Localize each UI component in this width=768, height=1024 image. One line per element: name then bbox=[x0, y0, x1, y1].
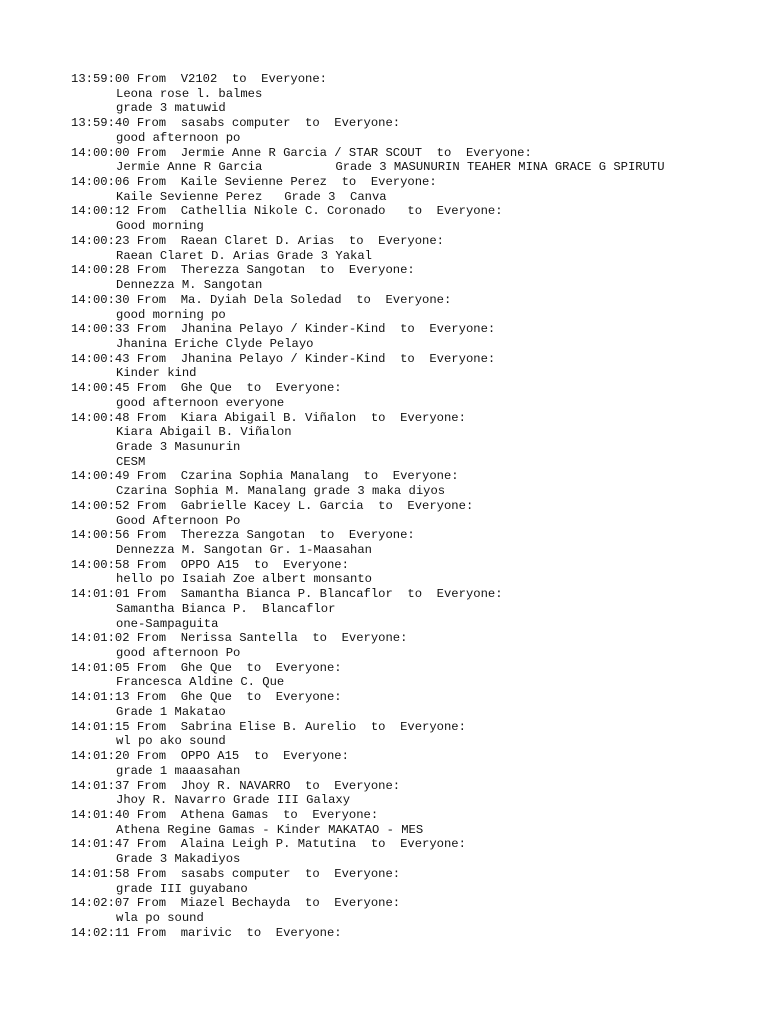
message-header: 14:01:13 From Ghe Que to Everyone: bbox=[71, 690, 342, 705]
chat-message bbox=[71, 499, 665, 528]
message-text: Dennezza M. Sangotan Gr. 1-Maasahan bbox=[116, 543, 372, 557]
message-header: 13:59:40 From sasabs computer to Everyone: bbox=[71, 116, 401, 131]
chat-message bbox=[71, 779, 665, 808]
message-header: 14:02:07 From Miazel Bechayda to Everyone: bbox=[71, 896, 401, 911]
message-header: 14:01:58 From sasabs computer to Everyone: bbox=[71, 866, 401, 881]
message-text: Jermie Anne R Garcia Grade 3 MASUNURIN TEAHER MINA GRACE G SPIRUTU bbox=[116, 160, 665, 175]
message-header: 14:00:12 From Cathellia Nikole C. Coronado to Everyone: bbox=[71, 204, 503, 219]
message-text: Dennezza M. Sangotan bbox=[116, 278, 263, 293]
chat-message bbox=[71, 72, 665, 116]
message-text: Good Afternoon Po bbox=[116, 513, 241, 528]
message-header: 14:00:58 From OPPO A15 to Everyone: bbox=[71, 557, 349, 572]
chat-message bbox=[71, 146, 665, 175]
message-header: 14:01:40 From Athena Gamas to Everyone: bbox=[71, 807, 379, 822]
message-header: 14:00:33 From Jhanina Pelayo / Kinder-Kind to Everyone: bbox=[71, 322, 496, 337]
message-text: grade III guyabano bbox=[116, 881, 248, 896]
chat-message bbox=[71, 381, 665, 410]
message-text: Grade 3 Makadiyos bbox=[116, 852, 241, 867]
message-text: Leona rose l. balmes bbox=[116, 86, 263, 101]
chat-message bbox=[71, 352, 665, 381]
chat-message bbox=[71, 528, 665, 557]
chat-message bbox=[71, 234, 665, 263]
message-header: 14:01:15 From Sabrina Elise B. Aurelio to Everyone: bbox=[71, 719, 466, 734]
message-text: wla po sound bbox=[116, 910, 204, 925]
message-header: 13:59:00 From V2102 to Everyone: bbox=[71, 72, 327, 86]
message-text: Raean Claret D. Arias Grade 3 Yakal bbox=[116, 248, 372, 263]
chat-message bbox=[71, 896, 665, 925]
message-header: 14:01:47 From Alaina Leigh P. Matutina to Everyone: bbox=[71, 837, 466, 852]
message-text: wl po ako sound bbox=[116, 734, 226, 749]
chat-message bbox=[71, 749, 665, 778]
message-header: 14:01:37 From Jhoy R. NAVARRO to Everyone: bbox=[71, 778, 401, 793]
message-text: good morning po bbox=[116, 307, 226, 322]
message-header: 14:00:06 From Kaile Sevienne Perez to Everyone: bbox=[71, 175, 437, 190]
chat-message bbox=[71, 926, 665, 941]
message-text: Good morning bbox=[116, 219, 204, 234]
chat-message bbox=[71, 322, 665, 351]
chat-message bbox=[71, 808, 665, 837]
message-header: 14:00:56 From Therezza Sangotan to Everyone: bbox=[71, 528, 415, 543]
message-text: Jhanina Eriche Clyde Pelayo bbox=[116, 336, 314, 351]
message-text: Jhoy R. Navarro Grade III Galaxy bbox=[116, 793, 351, 808]
message-header: 14:01:20 From OPPO A15 to Everyone: bbox=[71, 749, 349, 764]
message-header: 14:00:52 From Gabrielle Kacey L. Garcia to Everyone: bbox=[71, 498, 474, 513]
message-text: Kinder kind bbox=[116, 366, 197, 381]
message-text: CESM bbox=[116, 454, 146, 469]
message-text: Kaile Sevienne Perez Grade 3 Canva bbox=[116, 189, 387, 204]
message-header: 14:00:49 From Czarina Sophia Manalang to Everyone: bbox=[71, 469, 459, 484]
chat-message bbox=[71, 204, 665, 233]
message-header: 14:00:23 From Raean Claret D. Arias to Everyone: bbox=[71, 233, 444, 248]
message-text: Kiara Abigail B. Viñalon bbox=[116, 425, 292, 440]
message-header: 14:00:45 From Ghe Que to Everyone: bbox=[71, 381, 342, 396]
message-header: 14:00:43 From Jhanina Pelayo / Kinder-Kind to Everyone: bbox=[71, 351, 496, 366]
message-text: Grade 1 Makatao bbox=[116, 704, 226, 719]
chat-message bbox=[71, 837, 665, 866]
chat-message bbox=[71, 116, 665, 145]
chat-message bbox=[71, 263, 665, 292]
message-header: 14:00:48 From Kiara Abigail B. Viñalon to Everyone: bbox=[71, 410, 466, 425]
chat-message bbox=[71, 587, 665, 631]
message-text: good afternoon po bbox=[116, 130, 241, 145]
message-header: 14:01:05 From Ghe Que to Everyone: bbox=[71, 660, 342, 675]
chat-message bbox=[71, 469, 665, 498]
message-header: 14:00:30 From Ma. Dyiah Dela Soledad to Everyone: bbox=[71, 292, 452, 307]
chat-message bbox=[71, 175, 665, 204]
chat-message bbox=[71, 558, 665, 587]
message-header: 14:02:11 From marivic to Everyone: bbox=[71, 925, 342, 940]
message-text: Francesca Aldine C. Que bbox=[116, 675, 285, 690]
chat-message bbox=[71, 293, 665, 322]
message-text: grade 3 matuwid bbox=[116, 101, 226, 116]
message-text: grade 1 maaasahan bbox=[116, 763, 241, 778]
message-header: 14:00:28 From Therezza Sangotan to Everyone: bbox=[71, 263, 415, 278]
chat-message bbox=[71, 690, 665, 719]
chat-message bbox=[71, 867, 665, 896]
message-header: 14:00:00 From Jermie Anne R Garcia / STAR SCOUT to Everyone: bbox=[71, 145, 532, 160]
message-text: one-Sampaguita bbox=[116, 616, 219, 631]
message-text: Czarina Sophia M. Manalang grade 3 maka diyos bbox=[116, 484, 446, 499]
message-text: Samantha Bianca P. Blancaflor bbox=[116, 601, 336, 616]
message-header: 14:01:01 From Samantha Bianca P. Blancaflor to Everyone: bbox=[71, 587, 503, 602]
chat-transcript bbox=[71, 72, 665, 940]
chat-message bbox=[71, 661, 665, 690]
message-text: Grade 3 Masunurin bbox=[116, 439, 241, 454]
message-text: Athena Regine Gamas - Kinder MAKATAO - MES bbox=[116, 822, 424, 837]
chat-message bbox=[71, 720, 665, 749]
message-text: hello po Isaiah Zoe albert monsanto bbox=[116, 572, 372, 587]
message-header: 14:01:02 From Nerissa Santella to Everyone: bbox=[71, 631, 408, 646]
chat-message bbox=[71, 411, 665, 470]
message-text: good afternoon everyone bbox=[116, 395, 285, 410]
chat-message bbox=[71, 631, 665, 660]
message-text: good afternoon Po bbox=[116, 646, 241, 661]
